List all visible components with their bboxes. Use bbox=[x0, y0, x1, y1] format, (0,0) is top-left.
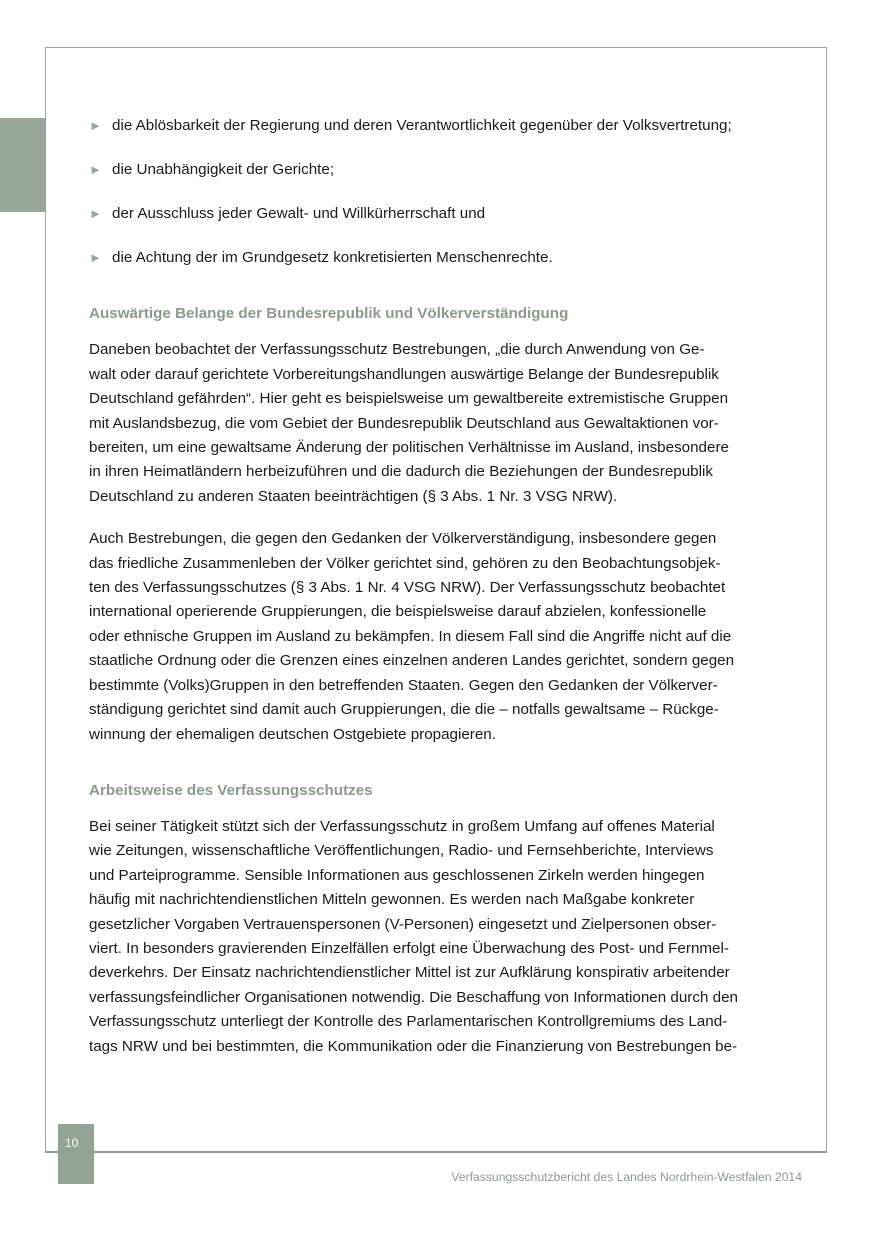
text-line: Bei seiner Tätigkeit stützt sich der Verfassungsschutz in großem Umfang auf offenes Material bbox=[89, 817, 715, 835]
bullet-text: der Ausschluss jeder Gewalt- und Willkürherrschaft und bbox=[112, 205, 486, 222]
text-line: Deutschland zu anderen Staaten beeinträchtigen (§ 3 Abs. 1 Nr. 3 VSG NRW). bbox=[89, 487, 618, 505]
text-line: Deutschland gefährden“. Hier geht es beispielsweise um gewaltbereite extremistische Gruppen bbox=[89, 390, 729, 408]
triangle-arrow-icon: ► bbox=[89, 250, 102, 265]
text-line: walt oder darauf gerichtete Vorbereitungshandlungen auswärtige Belange der Bundesrepublik bbox=[89, 365, 719, 383]
text-line: häufig mit nachrichtendienstlichen Mitteln gewonnen. Es werden nach Maßgabe konkreter bbox=[89, 891, 695, 909]
bullet-item bbox=[89, 158, 809, 182]
paragraph bbox=[89, 815, 809, 1059]
bullet-text: die Achtung der im Grundgesetz konkretisierten Menschenrechte. bbox=[112, 249, 553, 266]
text-line: bestimmte (Volks)Gruppen in den betreffenden Staaten. Gegen den Gedanken der Völkerver- bbox=[89, 676, 718, 694]
page-number: 10 bbox=[65, 1136, 79, 1150]
text-line: oder ethnische Gruppen im Ausland zu bekämpfen. In diesem Fall sind die Angriffe nicht auf die bbox=[89, 627, 732, 645]
paragraph bbox=[89, 338, 809, 509]
text-line: und Parteiprogramme. Sensible Informationen aus geschlossenen Zirkeln werden hingegen bbox=[89, 866, 705, 884]
text-line: Auch Bestrebungen, die gegen den Gedanken der Völkerverständigung, insbesondere gegen bbox=[89, 530, 717, 548]
page-number-box bbox=[58, 1124, 94, 1184]
text-line: staatliche Ordnung oder die Grenzen eines einzelnen anderen Landes gerichtet, sondern gegen bbox=[89, 652, 735, 670]
text-line: in ihren Heimatländern herbeizuführen und die dadurch die Beziehungen der Bundesrepublik bbox=[89, 463, 713, 481]
text-line: das friedliche Zusammenleben der Völker gerichtet sind, gehören zu den Beobachtungsobjek- bbox=[89, 554, 721, 572]
triangle-arrow-icon: ► bbox=[89, 118, 102, 133]
text-line: verfassungsfeindlicher Organisationen notwendig. Die Beschaffung von Informationen durch den bbox=[89, 988, 738, 1006]
text-line: mit Auslandsbezug, die vom Gebiet der Bundesrepublik Deutschland aus Gewaltaktionen vor- bbox=[89, 414, 719, 432]
triangle-arrow-icon: ► bbox=[89, 162, 102, 177]
text-line: wie Zeitungen, wissenschaftliche Veröffentlichungen, Radio- und Fernsehberichte, Interviews bbox=[89, 842, 714, 860]
side-tab-marker bbox=[0, 118, 45, 212]
text-line: bereiten, um eine gewaltsame Änderung der politischen Verhältnisse im Ausland, insbesondere bbox=[89, 439, 729, 457]
text-line: Daneben beobachtet der Verfassungsschutz Bestrebungen, „die durch Anwendung von Ge- bbox=[89, 341, 705, 359]
text-line: ständigung gerichtet sind damit auch Gruppierungen, die die – notfalls gewaltsame – Rückge- bbox=[89, 701, 719, 719]
footer-title: Verfassungsschutzbericht des Landes Nordrhein-Westfalen 2014 bbox=[451, 1170, 802, 1184]
page-content bbox=[89, 114, 809, 1077]
text-line: Verfassungsschutz unterliegt der Kontrolle des Parlamentarischen Kontrollgremiums des Land- bbox=[89, 1013, 728, 1031]
text-line: deverkehrs. Der Einsatz nachrichtendienstlicher Mittel ist zur Aufklärung konspirativ arbeitender bbox=[89, 964, 730, 982]
triangle-arrow-icon: ► bbox=[89, 206, 102, 221]
bullet-item bbox=[89, 246, 809, 270]
paragraph bbox=[89, 527, 809, 747]
section-heading-auswaertige-belange: Auswärtige Belange der Bundesrepublik und Völkerverständigung bbox=[89, 305, 569, 323]
text-line: gesetzlicher Vorgaben Vertrauenspersonen (V-Personen) eingesetzt und Zielpersonen obser- bbox=[89, 915, 717, 933]
text-line: international operierende Gruppierungen, die beispielsweise darauf abzielen, konfessionelle bbox=[89, 603, 707, 621]
text-line: tags NRW und bei bestimmten, die Kommunikation oder die Finanzierung von Bestrebungen be- bbox=[89, 1037, 738, 1055]
bullet-text: die Ablösbarkeit der Regierung und deren Verantwortlichkeit gegenüber der Volksvertretung; bbox=[112, 117, 732, 134]
text-line: winnung der ehemaligen deutschen Ostgebiete propagieren. bbox=[89, 725, 496, 743]
bullet-text: die Unabhängigkeit der Gerichte; bbox=[112, 161, 335, 178]
bullet-item bbox=[89, 114, 809, 138]
text-line: viert. In besonders gravierenden Einzelfällen erfolgt eine Überwachung des Post- und Fernmel- bbox=[89, 939, 729, 957]
text-line: ten des Verfassungsschutzes (§ 3 Abs. 1 Nr. 4 VSG NRW). Der Verfassungsschutz beobachtet bbox=[89, 579, 726, 597]
bullet-list bbox=[89, 114, 809, 270]
section-heading-arbeitsweise: Arbeitsweise des Verfassungsschutzes bbox=[89, 781, 373, 799]
bullet-item bbox=[89, 202, 809, 226]
